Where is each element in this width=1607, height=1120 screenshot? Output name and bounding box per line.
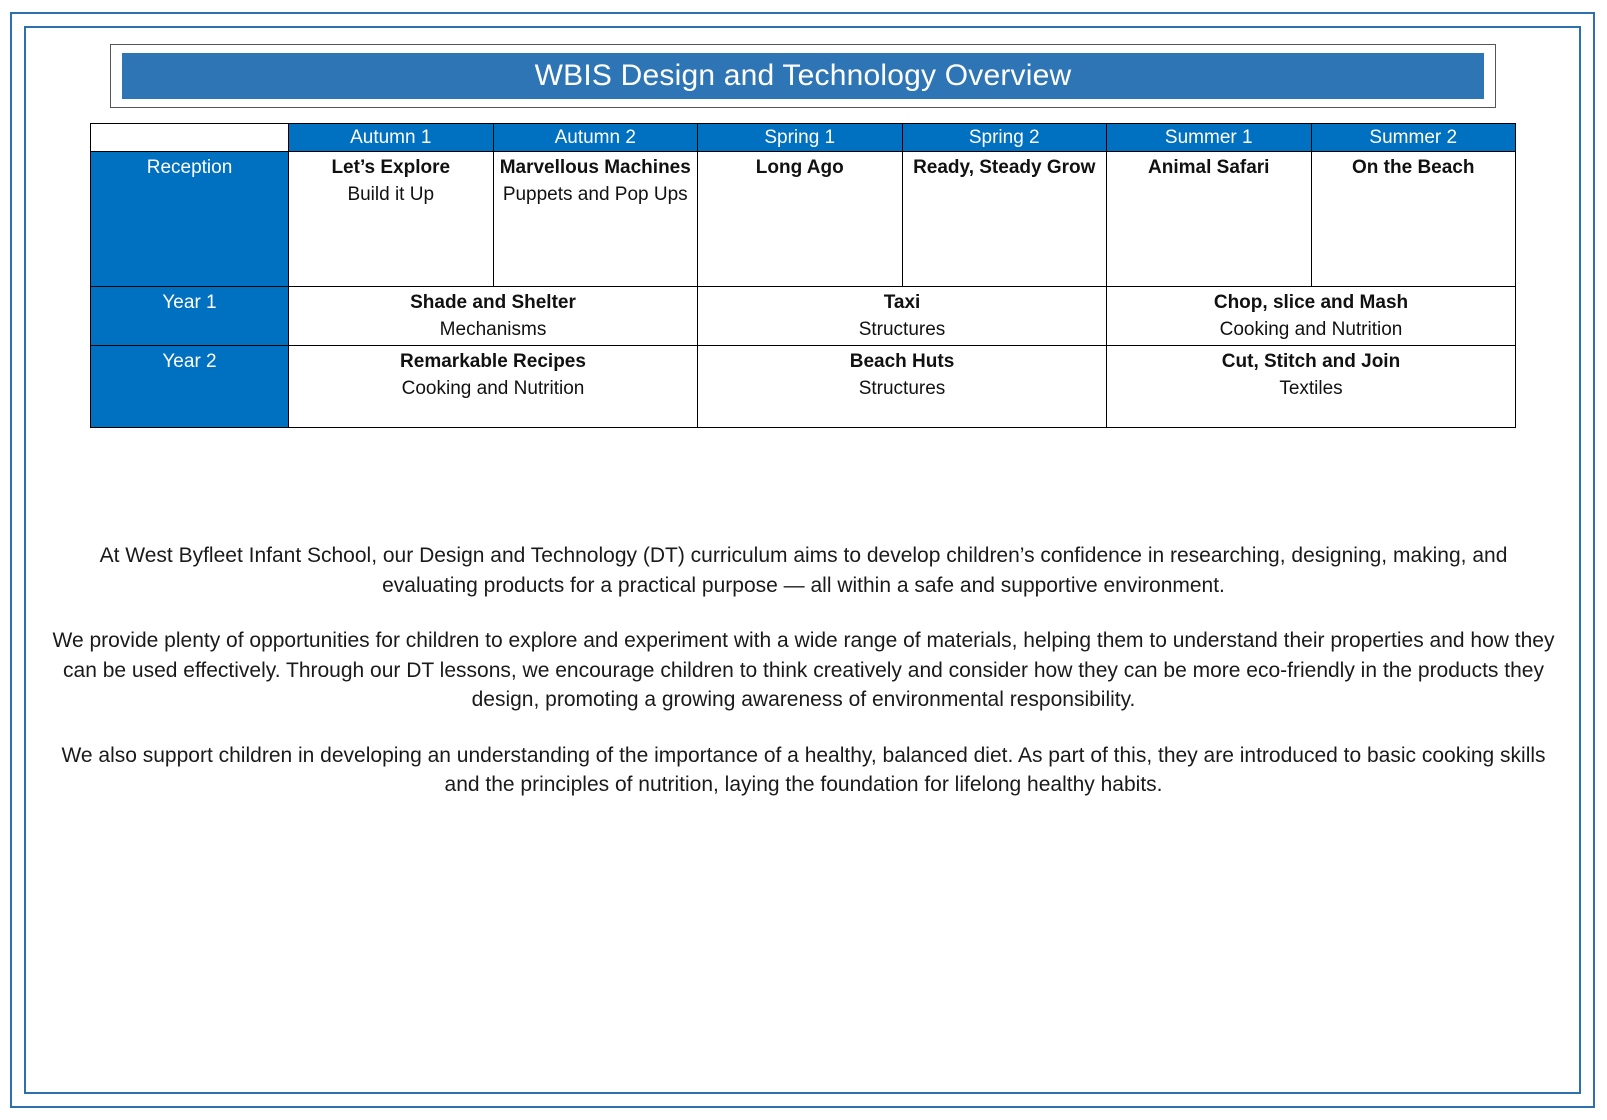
topic-cell xyxy=(493,152,698,287)
year-group-label: Year 1 xyxy=(91,287,289,346)
intro-paragraph: We provide plenty of opportunities for children to explore and experiment with a wide range of materials, helping them to understand their properties and how they can be used effectively. Through our DT lessons, we encourage children to think creatively and consider how they can be more eco-friendly in the products they design, promoting a growing awareness of environmental responsibility. xyxy=(52,629,1555,711)
topic-cell xyxy=(1107,287,1516,346)
term-header: Summer 2 xyxy=(1311,124,1516,152)
topic-focus: Structures xyxy=(858,378,946,399)
table-row xyxy=(91,346,1516,428)
page-title: WBIS Design and Technology Overview xyxy=(122,53,1484,99)
intro-paragraph: We also support children in developing an understanding of the importance of a healthy, balanced diet. As part of this, they are introduced to basic cooking skills and the principles of nutrition, laying the foundation for lifelong healthy habits. xyxy=(61,743,1546,796)
topic-focus: Build it Up xyxy=(347,184,435,205)
topic-title: Chop, slice and Mash xyxy=(1213,292,1409,313)
topic-title: Marvellous Machines xyxy=(499,157,691,178)
table-row xyxy=(91,152,1516,287)
intro-paragraph: At West Byfleet Infant School, our Design and Technology (DT) curriculum aims to develop children’s confidence in researching, designing, making, and evaluating products for a practical purpose — all within a safe and supportive environment. xyxy=(99,544,1508,597)
topic-cell xyxy=(698,346,1107,428)
topic-cell xyxy=(902,152,1107,287)
table-row xyxy=(91,287,1516,346)
topic-focus: Cooking and Nutrition xyxy=(1219,319,1403,340)
topic-focus: Puppets and Pop Ups xyxy=(502,184,688,205)
topic-title: Beach Huts xyxy=(849,351,955,372)
topic-focus: Cooking and Nutrition xyxy=(401,378,585,399)
topic-focus: Textiles xyxy=(1279,378,1343,399)
term-header: Summer 1 xyxy=(1107,124,1312,152)
topic-focus: Mechanisms xyxy=(439,319,547,340)
term-header: Autumn 1 xyxy=(289,124,494,152)
topic-cell xyxy=(289,287,698,346)
term-header: Autumn 2 xyxy=(493,124,698,152)
term-header: Spring 2 xyxy=(902,124,1107,152)
topic-title: Long Ago xyxy=(755,157,844,178)
topic-title: Taxi xyxy=(883,292,921,313)
topic-title: Ready, Steady Grow xyxy=(913,157,1096,178)
year-group-label: Year 2 xyxy=(91,346,289,428)
year-group-label: Reception xyxy=(91,152,289,287)
topic-title: Cut, Stitch and Join xyxy=(1221,351,1401,372)
topic-cell xyxy=(698,152,903,287)
term-header: Spring 1 xyxy=(698,124,903,152)
topic-title: Remarkable Recipes xyxy=(400,351,586,372)
topic-cell xyxy=(289,346,698,428)
corner-cell xyxy=(91,124,289,152)
topic-title: On the Beach xyxy=(1352,157,1475,178)
topic-cell xyxy=(1107,152,1312,287)
topic-title: Let’s Explore xyxy=(331,157,451,178)
topic-cell xyxy=(698,287,1107,346)
topic-title: Animal Safari xyxy=(1148,157,1270,178)
topic-cell xyxy=(289,152,494,287)
topic-cell xyxy=(1107,346,1516,428)
topic-title: Shade and Shelter xyxy=(410,292,576,313)
dt-overview-table xyxy=(90,123,1516,428)
intro-text xyxy=(52,541,1555,826)
topic-cell xyxy=(1311,152,1516,287)
topic-focus: Structures xyxy=(858,319,946,340)
title-frame xyxy=(110,44,1496,108)
term-header-row xyxy=(91,124,1516,152)
